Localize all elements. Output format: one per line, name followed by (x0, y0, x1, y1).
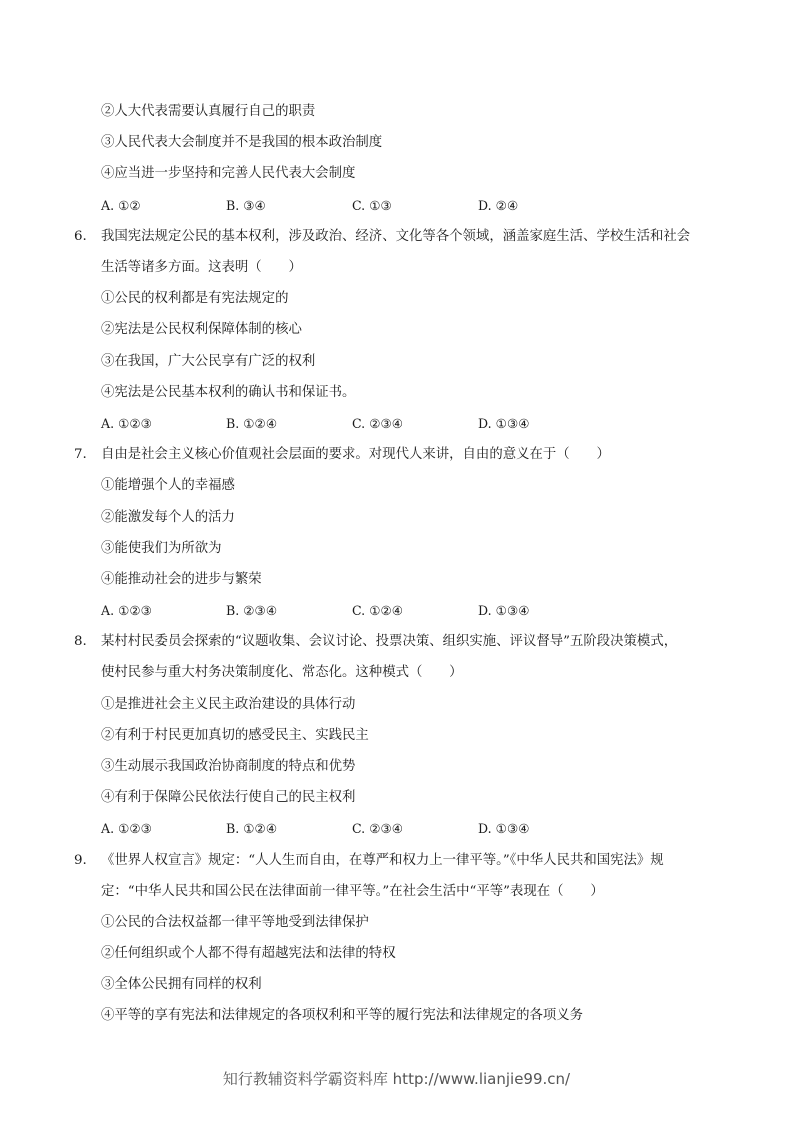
statement-4: ④有利于保障公民依法行使自己的民主权利 (101, 790, 356, 805)
statement-3: ③能使我们为所欲为 (101, 541, 222, 556)
option-a: A. ①② (101, 198, 141, 213)
option-b: B. ②③④ (226, 603, 278, 618)
statement-3: ③在我国，广大公民享有广泛的权利 (101, 354, 316, 369)
option-d: D. ①③④ (478, 603, 530, 618)
question-number: 9. (74, 853, 87, 868)
question-stem: 《世界人权宣言》规定：“人人生而自由，在尊严和权力上一律平等。”《中华人民共和国宪法》规 (101, 853, 664, 868)
statement-1: ①能增强个人的幸福感 (101, 478, 235, 493)
question-number: 8. (74, 634, 87, 649)
statement-1: ①是推进社会主义民主政治建设的具体行动 (101, 697, 356, 712)
option-a: A. ①②③ (101, 603, 152, 618)
statement-4: ④宪法是公民基本权利的确认书和保证书。 (101, 385, 356, 400)
option-d: D. ①③④ (478, 821, 530, 836)
option-d: D. ①③④ (478, 416, 530, 431)
option-b: B. ①②④ (226, 821, 278, 836)
question-number: 6. (74, 229, 87, 244)
statement-2: ②人大代表需要认真履行自己的职责 (101, 104, 316, 119)
option-a: A. ①②③ (101, 416, 152, 431)
statement-2: ②任何组织或个人都不得有超越宪法和法律的特权 (101, 946, 396, 961)
question-stem: 自由是社会主义核心价值观社会层面的要求。对现代人来讲，自由的意义在于（ ） (101, 447, 610, 462)
statement-3: ③人民代表大会制度并不是我国的根本政治制度 (101, 135, 383, 150)
statement-2: ②有利于村民更加真切的感受民主、实践民主 (101, 728, 369, 743)
question-stem-continued: 生活等诸多方面。这表明（ ） (101, 260, 302, 275)
statement-2: ②宪法是公民权利保障体制的核心 (101, 322, 302, 337)
question-number: 7. (74, 447, 87, 462)
statement-1: ①公民的权利都是有宪法规定的 (101, 291, 289, 306)
question-stem: 某村村民委员会探索的“议题收集、会议讨论、投票决策、组织实施、评议督导”五阶段决策模式， (101, 634, 678, 649)
option-c: C. ②③④ (352, 416, 404, 431)
statement-4: ④应当进一步坚持和完善人民代表大会制度 (101, 166, 356, 181)
statement-4: ④平等的享有宪法和法律规定的各项权利和平等的履行宪法和法律规定的各项义务 (101, 1008, 584, 1023)
option-b: B. ③④ (226, 198, 266, 213)
option-c: C. ②③④ (352, 821, 404, 836)
statement-4: ④能推动社会的进步与繁荣 (101, 572, 262, 587)
option-c: C. ①②④ (352, 603, 404, 618)
statement-2: ②能激发每个人的活力 (101, 510, 235, 525)
statement-3: ③全体公民拥有同样的权利 (101, 977, 262, 992)
question-stem-continued: 定：“中华人民共和国公民在法律面前一律平等。”在社会生活中“平等”表现在（ ） (101, 884, 604, 899)
statement-1: ①公民的合法权益都一律平等地受到法律保护 (101, 915, 369, 930)
footer-watermark: 知行教辅资料学霸资料库 http://www.lianjie99.cn/ (222, 1070, 571, 1088)
question-stem-continued: 使村民参与重大村务决策制度化、常态化。这种模式（ ） (101, 665, 463, 680)
statement-3: ③生动展示我国政治协商制度的特点和优势 (101, 759, 356, 774)
option-b: B. ①②④ (226, 416, 278, 431)
option-d: D. ②④ (478, 198, 519, 213)
question-stem: 我国宪法规定公民的基本权利，涉及政治、经济、文化等各个领域，涵盖家庭生活、学校生活和社会 (101, 229, 691, 244)
option-c: C. ①③ (352, 198, 392, 213)
option-a: A. ①②③ (101, 821, 152, 836)
